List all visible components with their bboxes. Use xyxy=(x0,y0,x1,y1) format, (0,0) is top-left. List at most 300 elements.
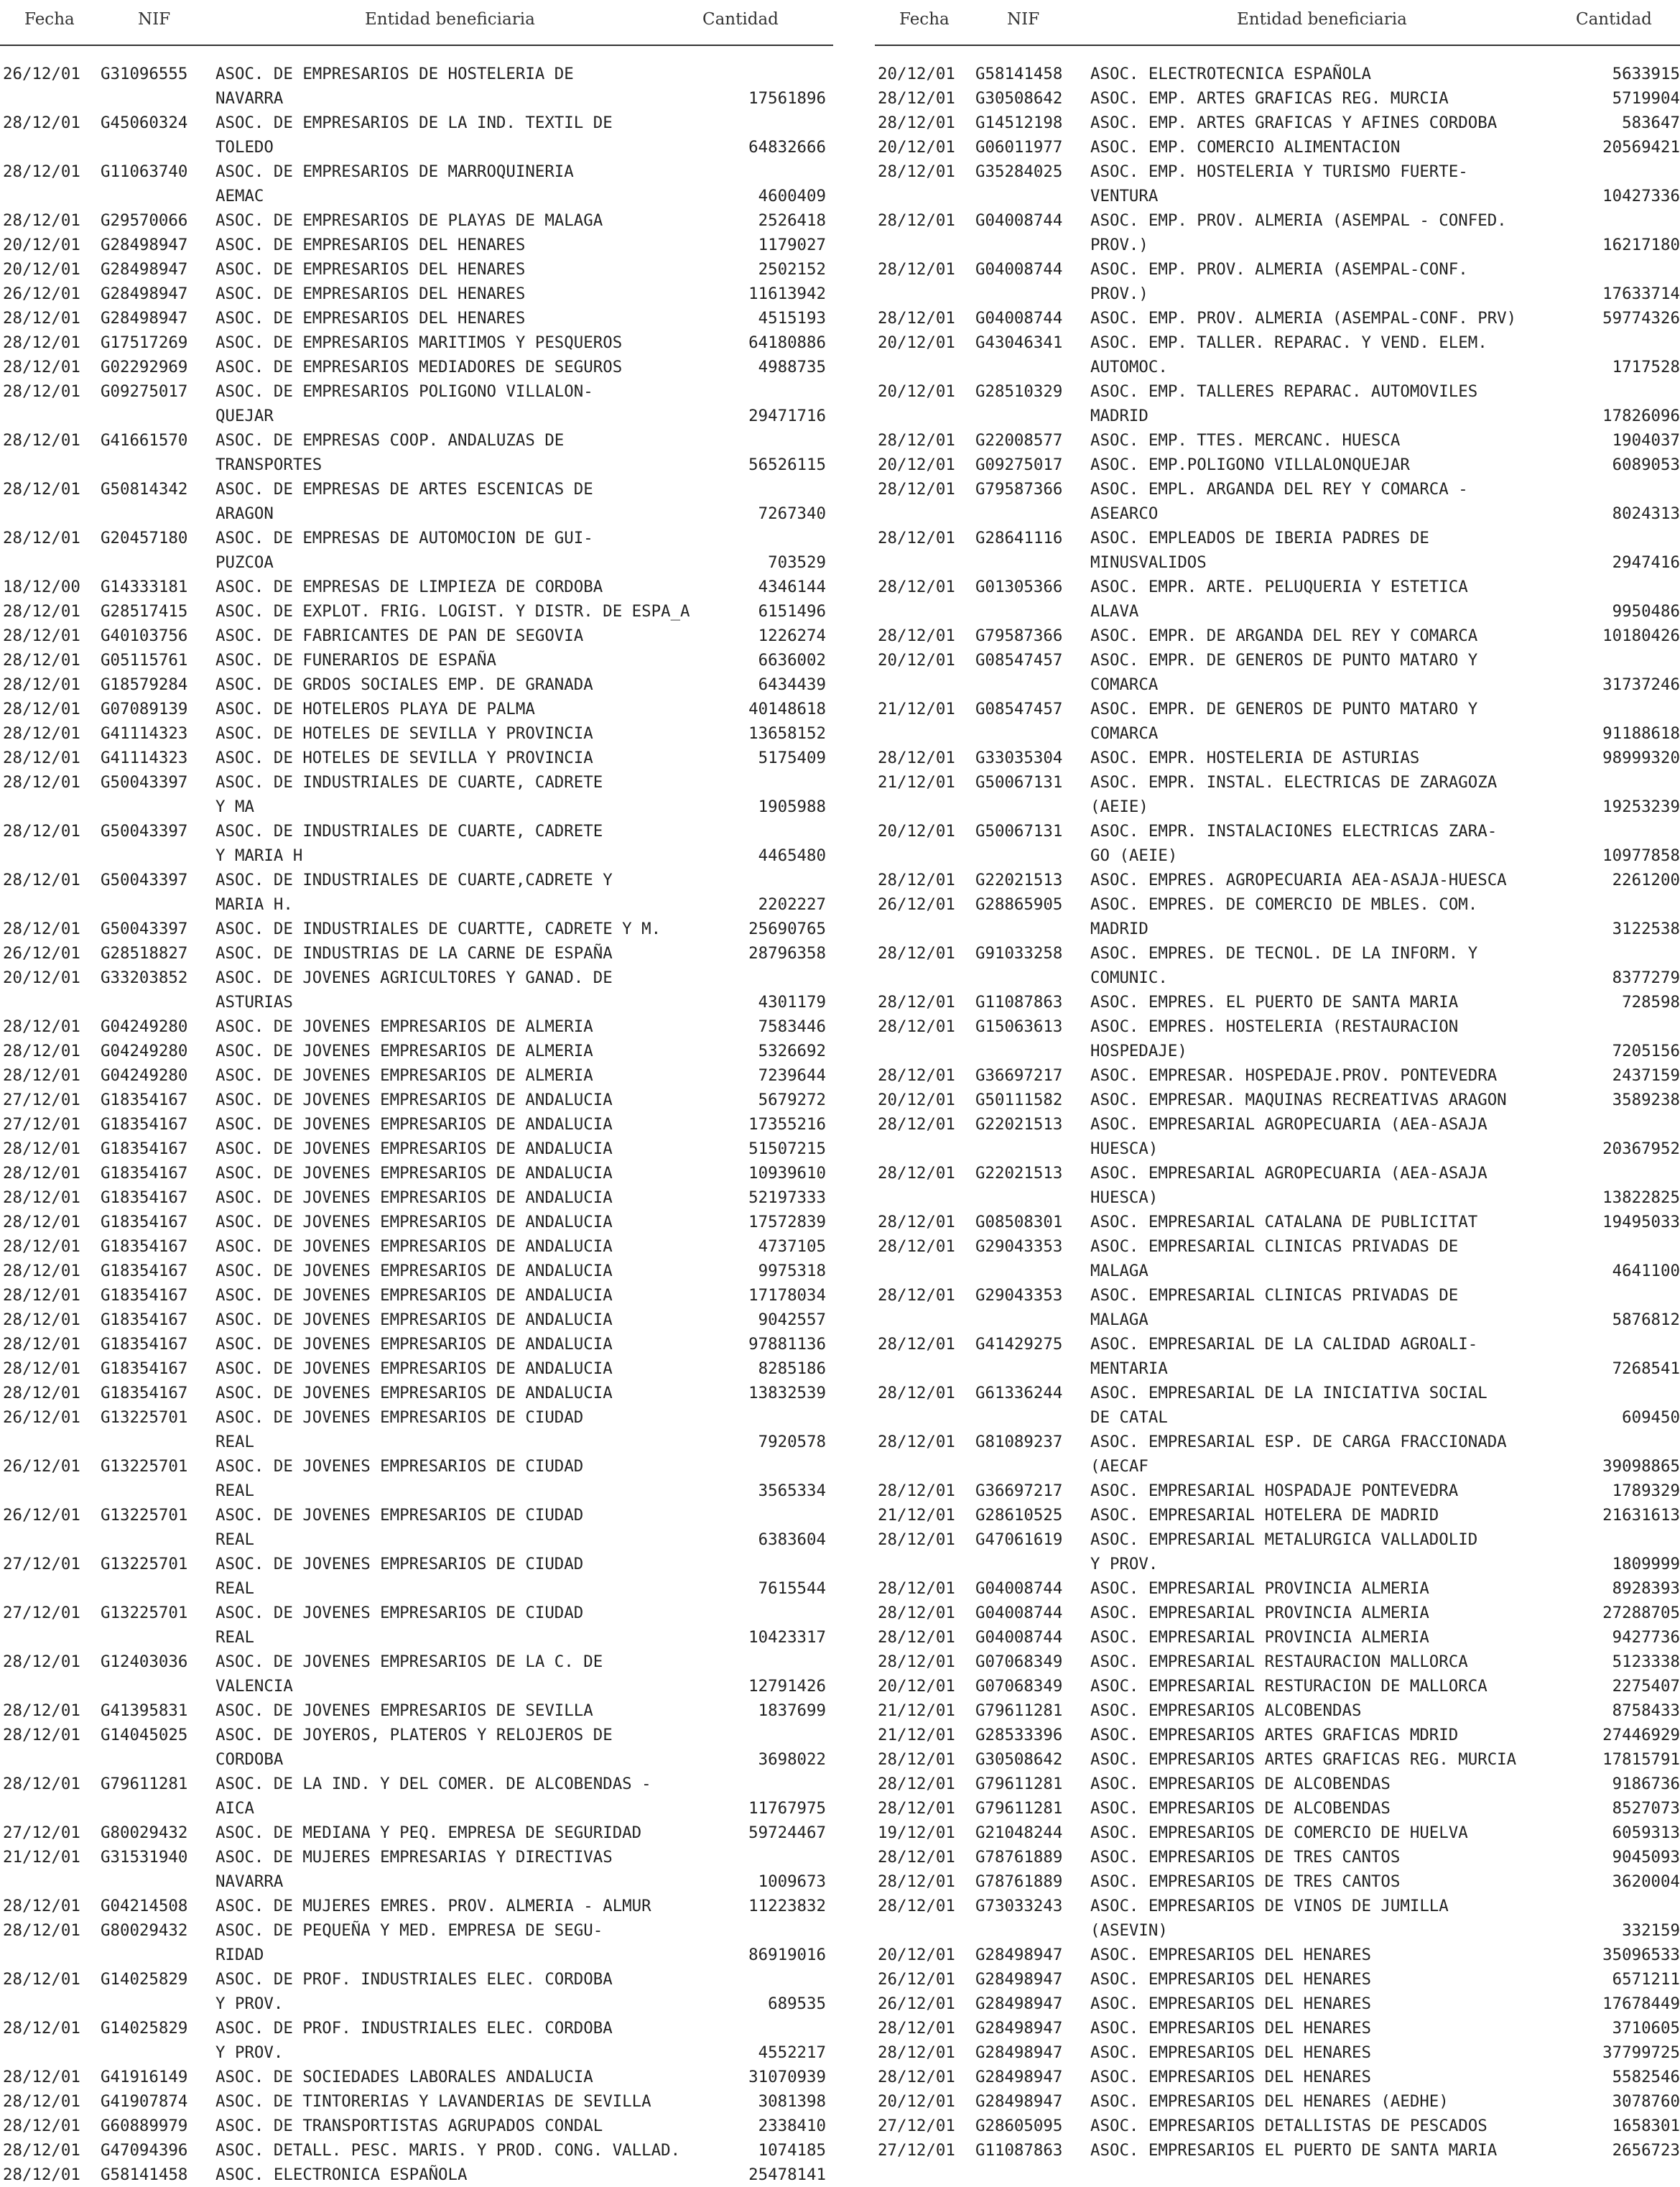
nif-cell: G80029432 xyxy=(101,1823,188,1842)
cantidad-cell: 3589238 xyxy=(1612,1091,1680,1109)
nif-cell: G28498947 xyxy=(101,309,188,328)
entidad-cell: ASOC. EMPRESARIOS DE COMERCIO DE HUELVA xyxy=(1090,1823,1468,1842)
nif-cell: G04008744 xyxy=(975,309,1063,328)
nif-cell: G79587366 xyxy=(975,480,1063,499)
cantidad-cell: 20367952 xyxy=(1602,1139,1680,1158)
cantidad-cell: 17355216 xyxy=(748,1115,826,1134)
fecha-cell: 28/12/01 xyxy=(878,162,955,181)
cantidad-cell: 64832666 xyxy=(748,138,826,157)
table-row xyxy=(0,550,833,575)
nif-cell: G79611281 xyxy=(975,1701,1063,1720)
fecha-cell: 28/12/01 xyxy=(878,1799,955,1818)
nif-cell: G78761889 xyxy=(975,1848,1063,1867)
entidad-cell: ASOC. DE GRDOS SOCIALES EMP. DE GRANADA xyxy=(215,675,593,694)
table-row xyxy=(875,1796,1680,1821)
entidad-cell: QUEJAR xyxy=(215,407,274,425)
entidad-cell: ASOC. DE JOVENES EMPRESARIOS DE CIUDAD xyxy=(215,1555,584,1573)
table-row xyxy=(0,770,833,795)
nif-cell: G11087863 xyxy=(975,2141,1063,2160)
table-row xyxy=(0,1845,833,1869)
cantidad-cell: 609450 xyxy=(1622,1408,1680,1427)
table-row xyxy=(875,1576,1680,1601)
nif-cell: G41429275 xyxy=(975,1335,1063,1354)
table-row xyxy=(0,746,833,770)
nif-cell: G08508301 xyxy=(975,1213,1063,1231)
fecha-cell: 20/12/01 xyxy=(3,968,80,987)
nif-cell: G04008744 xyxy=(975,1579,1063,1598)
table-row xyxy=(875,1332,1680,1356)
entidad-cell: ASOC. EMPRESAR. MAQUINAS RECREATIVAS ARAGON xyxy=(1090,1091,1507,1109)
entidad-cell: MALAGA xyxy=(1090,1262,1148,1280)
entidad-cell: ASOC. DE PROF. INDUSTRIALES ELEC. CORDOBA xyxy=(215,1970,613,1989)
table-row xyxy=(875,135,1680,159)
entidad-cell: ASOC. DE EMPRESARIOS MARITIMOS Y PESQUEROS xyxy=(215,333,623,352)
cantidad-cell: 5175409 xyxy=(758,749,826,767)
cantidad-cell: 4600409 xyxy=(758,187,826,205)
fecha-cell: 28/12/01 xyxy=(878,431,955,450)
table-row xyxy=(0,1063,833,1088)
nif-cell: G29570066 xyxy=(101,211,188,230)
entidad-cell: ASOC. EMPRESARIOS DEL HENARES xyxy=(1090,1946,1371,1964)
fecha-cell: 28/12/01 xyxy=(3,626,80,645)
cantidad-cell: 3122538 xyxy=(1612,920,1680,938)
table-row xyxy=(875,721,1680,746)
table-row xyxy=(875,257,1680,282)
entidad-cell: ASOC. DE EMPRESARIOS DEL HENARES xyxy=(215,236,526,254)
nif-cell: G18354167 xyxy=(101,1213,188,1231)
nif-cell: G09275017 xyxy=(975,456,1063,474)
table-row xyxy=(875,2138,1680,2163)
table-row xyxy=(0,2040,833,2065)
entidad-cell: ASOC. EMPRESARIAL METALURGICA VALLADOLID xyxy=(1090,1530,1478,1549)
cantidad-cell: 1837699 xyxy=(758,1701,826,1720)
cantidad-cell: 2656723 xyxy=(1612,2141,1680,2160)
nif-cell: G29043353 xyxy=(975,1237,1063,1256)
table-row xyxy=(875,184,1680,208)
fecha-cell: 26/12/01 xyxy=(878,1970,955,1989)
cantidad-cell: 19495033 xyxy=(1602,1213,1680,1231)
entidad-cell: ASOC. DE JOVENES EMPRESARIOS DE ALMERIA xyxy=(215,1042,593,1060)
table-row xyxy=(0,2065,833,2089)
cantidad-cell: 52197333 xyxy=(748,1188,826,1207)
table-row xyxy=(875,697,1680,721)
fecha-cell: 28/12/01 xyxy=(878,944,955,963)
table-row xyxy=(0,966,833,990)
fecha-cell: 20/12/01 xyxy=(878,138,955,157)
nif-cell: G41114323 xyxy=(101,749,188,767)
nif-cell: G13225701 xyxy=(101,1408,188,1427)
fecha-cell: 28/12/01 xyxy=(3,1286,80,1305)
table-row xyxy=(0,1576,833,1601)
cantidad-cell: 13658152 xyxy=(748,724,826,743)
fecha-cell: 28/12/01 xyxy=(3,114,80,132)
entidad-cell: HOSPEDAJE) xyxy=(1090,1042,1187,1060)
fecha-cell: 26/12/01 xyxy=(3,1457,80,1476)
table-row xyxy=(875,330,1680,355)
fecha-cell: 28/12/01 xyxy=(878,1628,955,1647)
nif-cell: G73033243 xyxy=(975,1897,1063,1915)
table-row xyxy=(875,1894,1680,1918)
cantidad-cell: 3565334 xyxy=(758,1481,826,1500)
nif-cell: G28498947 xyxy=(101,260,188,279)
fecha-cell: 28/12/01 xyxy=(878,2019,955,2038)
entidad-cell: ASOC. DE PEQUEÑA Y MED. EMPRESA DE SEGU- xyxy=(215,1921,603,1940)
cantidad-cell: 1009673 xyxy=(758,1872,826,1891)
cantidad-cell: 1658301 xyxy=(1612,2117,1680,2135)
table-row xyxy=(0,575,833,599)
entidad-cell: ASOC. DE EMPRESARIOS DEL HENARES xyxy=(215,309,526,328)
cantidad-cell: 1717528 xyxy=(1612,358,1680,376)
entidad-cell: ASOC. DE JOVENES EMPRESARIOS DE ANDALUCIA xyxy=(215,1335,613,1354)
fecha-cell: 28/12/01 xyxy=(3,920,80,938)
fecha-cell: 28/12/01 xyxy=(878,114,955,132)
table-row xyxy=(875,86,1680,111)
cantidad-cell: 8024313 xyxy=(1612,504,1680,523)
nif-cell: G50043397 xyxy=(101,871,188,889)
nif-cell: G11063740 xyxy=(101,162,188,181)
table-row xyxy=(875,1454,1680,1479)
entidad-cell: ASOC. EMPR. DE GENEROS DE PUNTO MATARO Y xyxy=(1090,651,1478,670)
fecha-cell: 28/12/01 xyxy=(878,480,955,499)
cantidad-cell: 17178034 xyxy=(748,1286,826,1305)
fecha-cell: 28/12/01 xyxy=(3,529,80,547)
table-row xyxy=(875,1112,1680,1137)
fecha-cell: 20/12/01 xyxy=(3,260,80,279)
table-row xyxy=(875,1185,1680,1210)
table-row xyxy=(875,1918,1680,1943)
fecha-cell: 28/12/01 xyxy=(878,260,955,279)
entidad-cell: ASOC. DE HOTELES DE SEVILLA Y PROVINCIA xyxy=(215,749,593,767)
fecha-cell: 27/12/01 xyxy=(3,1604,80,1622)
entidad-cell: ASOC. EMPRESARIOS DEL HENARES xyxy=(1090,1970,1371,1989)
cantidad-cell: 31070939 xyxy=(748,2068,826,2086)
cantidad-cell: 27288705 xyxy=(1602,1604,1680,1622)
entidad-cell: ASOC. EMPRESARIAL AGROPECUARIA (AEA-ASAJA xyxy=(1090,1115,1488,1134)
table-row xyxy=(875,404,1680,428)
nif-cell: G18354167 xyxy=(101,1262,188,1280)
table-row xyxy=(875,1723,1680,1747)
nif-cell: G21048244 xyxy=(975,1823,1063,1842)
entidad-cell: ASOC. DE JOVENES EMPRESARIOS DE ANDALUCIA xyxy=(215,1139,613,1158)
cantidad-cell: 5679272 xyxy=(758,1091,826,1109)
table-row xyxy=(0,1674,833,1698)
table-row xyxy=(0,1747,833,1772)
nif-cell: G50043397 xyxy=(101,920,188,938)
nif-cell: G04008744 xyxy=(975,1628,1063,1647)
nif-cell: G28498947 xyxy=(975,2068,1063,2086)
entidad-cell: ASOC. EMPRES. DE TECNOL. DE LA INFORM. Y xyxy=(1090,944,1478,963)
table-row xyxy=(0,1723,833,1747)
table-row xyxy=(0,1601,833,1625)
fecha-cell: 28/12/01 xyxy=(3,1310,80,1329)
cantidad-cell: 39098865 xyxy=(1602,1457,1680,1476)
fecha-cell: 28/12/01 xyxy=(878,1897,955,1915)
cantidad-cell: 1789329 xyxy=(1612,1481,1680,1500)
table-row xyxy=(0,257,833,282)
fecha-cell: 26/12/01 xyxy=(3,1506,80,1525)
table-row xyxy=(875,1821,1680,1845)
cantidad-cell: 8285186 xyxy=(758,1359,826,1378)
fecha-cell: 27/12/01 xyxy=(3,1823,80,1842)
nif-cell: G28605095 xyxy=(975,2117,1063,2135)
table-row xyxy=(875,1234,1680,1259)
header-entidad: Entidad beneficiaria xyxy=(1237,10,1407,29)
entidad-cell: ASOC. EMPR. DE GENEROS DE PUNTO MATARO Y xyxy=(1090,700,1478,718)
entidad-cell: ASOC. DE JOVENES EMPRESARIOS DE ANDALUCIA xyxy=(215,1091,613,1109)
nif-cell: G18354167 xyxy=(101,1139,188,1158)
fecha-cell: 28/12/01 xyxy=(3,431,80,450)
cantidad-cell: 51507215 xyxy=(748,1139,826,1158)
table-row xyxy=(875,1674,1680,1698)
table-row xyxy=(875,159,1680,184)
fecha-cell: 19/12/01 xyxy=(878,1823,955,1842)
entidad-cell: ASOC. EMPR. INSTALACIONES ELECTRICAS ZARA- xyxy=(1090,822,1498,841)
table-row xyxy=(875,990,1680,1014)
nif-cell: G18354167 xyxy=(101,1384,188,1402)
entidad-cell: ASOC. EMPRESARIAL CATALANA DE PUBLICITAT xyxy=(1090,1213,1478,1231)
table-row xyxy=(875,1992,1680,2016)
table-row xyxy=(875,2016,1680,2040)
nif-cell: G33203852 xyxy=(101,968,188,987)
header-cantidad: Cantidad xyxy=(1576,10,1652,29)
fecha-cell: 28/12/01 xyxy=(878,1872,955,1891)
entidad-cell: REAL xyxy=(215,1530,254,1549)
nif-cell: G22008577 xyxy=(975,431,1063,450)
entidad-cell: ASOC. EMPRESARIAL CLINICAS PRIVADAS DE xyxy=(1090,1237,1459,1256)
nif-cell: G14025829 xyxy=(101,1970,188,1989)
table-row xyxy=(0,843,833,868)
fecha-cell: 28/12/01 xyxy=(3,1726,80,1744)
table-row xyxy=(875,917,1680,941)
cantidad-cell: 3078760 xyxy=(1612,2092,1680,2111)
cantidad-cell: 27446929 xyxy=(1602,1726,1680,1744)
nif-cell: G18354167 xyxy=(101,1286,188,1305)
entidad-cell: ASOC. DE FABRICANTES DE PAN DE SEGOVIA xyxy=(215,626,584,645)
entidad-cell: ASOC. DE JOVENES EMPRESARIOS DE ANDALUCIA xyxy=(215,1115,613,1134)
header-fecha: Fecha xyxy=(24,10,75,29)
entidad-cell: ASOC. EMPRESARIAL DE LA INICIATIVA SOCIAL xyxy=(1090,1384,1488,1402)
entidad-cell: ASOC. EMPRESARIAL RESTAURACION MALLORCA xyxy=(1090,1652,1468,1671)
nif-cell: G08547457 xyxy=(975,700,1063,718)
table-row xyxy=(875,2089,1680,2114)
cantidad-cell: 4737105 xyxy=(758,1237,826,1256)
table-row xyxy=(0,868,833,892)
cantidad-cell: 583647 xyxy=(1622,114,1680,132)
cantidad-cell: 17815791 xyxy=(1602,1750,1680,1769)
table-row xyxy=(875,1161,1680,1185)
nif-cell: G18354167 xyxy=(101,1310,188,1329)
cantidad-cell: 2275407 xyxy=(1612,1677,1680,1696)
entidad-cell: ASOC. EMP. TALLERES REPARAC. AUTOMOVILES xyxy=(1090,382,1478,401)
entidad-cell: ASOC. EMPRES. EL PUERTO DE SANTA MARIA xyxy=(1090,993,1459,1012)
entidad-cell: ASOC. EMP. PROV. ALMERIA (ASEMPAL-CONF. PRV) xyxy=(1090,309,1517,328)
fecha-cell: 28/12/01 xyxy=(878,309,955,328)
cantidad-cell: 59724467 xyxy=(748,1823,826,1842)
table-row xyxy=(875,1747,1680,1772)
cantidad-cell: 11223832 xyxy=(748,1897,826,1915)
nif-cell: G79611281 xyxy=(101,1775,188,1793)
table-row xyxy=(875,526,1680,550)
fecha-cell: 26/12/01 xyxy=(3,1408,80,1427)
cantidad-cell: 31737246 xyxy=(1602,675,1680,694)
entidad-cell: REAL xyxy=(215,1579,254,1598)
fecha-cell: 28/12/01 xyxy=(3,1017,80,1036)
cantidad-cell: 10977858 xyxy=(1602,846,1680,865)
nif-cell: G28498947 xyxy=(975,2019,1063,2038)
entidad-cell: AEMAC xyxy=(215,187,264,205)
nif-cell: G18354167 xyxy=(101,1164,188,1183)
cantidad-cell: 5123338 xyxy=(1612,1652,1680,1671)
table-row xyxy=(0,1283,833,1308)
entidad-cell: ASOC. DE JOVENES EMPRESARIOS DE ANDALUCIA xyxy=(215,1262,613,1280)
cantidad-cell: 8758433 xyxy=(1612,1701,1680,1720)
cantidad-cell: 40148618 xyxy=(748,700,826,718)
table-row xyxy=(875,868,1680,892)
nif-cell: G02292969 xyxy=(101,358,188,376)
entidad-cell: ASOC. EMPRESARIAL HOSPADAJE PONTEVEDRA xyxy=(1090,1481,1459,1500)
table-row xyxy=(0,1943,833,1967)
nif-cell: G20457180 xyxy=(101,529,188,547)
table-row xyxy=(875,1063,1680,1088)
cantidad-cell: 5719904 xyxy=(1612,89,1680,108)
entidad-cell: ASOC. EMP. ARTES GRAFICAS REG. MURCIA xyxy=(1090,89,1449,108)
table-row xyxy=(0,1992,833,2016)
fecha-cell: 20/12/01 xyxy=(878,1091,955,1109)
cantidad-cell: 6151496 xyxy=(758,602,826,621)
cantidad-cell: 689535 xyxy=(768,1994,826,2013)
entidad-cell: ASOC. ELECTROTECNICA ESPAÑOLA xyxy=(1090,65,1371,83)
cantidad-cell: 37799725 xyxy=(1602,2043,1680,2062)
table-row xyxy=(875,1259,1680,1283)
nif-cell: G41661570 xyxy=(101,431,188,450)
entidad-cell: ASOC. DE INDUSTRIALES DE CUARTE,CADRETE Y xyxy=(215,871,613,889)
entidad-cell: ASOC. DE TINTORERIAS Y LAVANDERIAS DE SEVILLA xyxy=(215,2092,651,2111)
fecha-cell: 28/12/01 xyxy=(3,2165,80,2184)
table-row xyxy=(875,1698,1680,1723)
entidad-cell: COMARCA xyxy=(1090,675,1159,694)
entidad-cell: ASOC. DE MEDIANA Y PEQ. EMPRESA DE SEGURIDAD xyxy=(215,1823,642,1842)
entidad-cell: MADRID xyxy=(1090,920,1148,938)
table-body xyxy=(875,46,1680,2163)
fecha-cell: 28/12/01 xyxy=(3,211,80,230)
cantidad-cell: 10939610 xyxy=(748,1164,826,1183)
fecha-cell: 28/12/01 xyxy=(878,1237,955,1256)
entidad-cell: ASOC. DE JOVENES EMPRESARIOS DE CIUDAD xyxy=(215,1604,584,1622)
fecha-cell: 28/12/01 xyxy=(3,162,80,181)
cantidad-cell: 7268541 xyxy=(1612,1359,1680,1378)
nif-cell: G13225701 xyxy=(101,1457,188,1476)
table-row xyxy=(875,453,1680,477)
fecha-cell: 27/12/01 xyxy=(3,1091,80,1109)
cantidad-cell: 6571211 xyxy=(1612,1970,1680,1989)
fecha-cell: 28/12/01 xyxy=(3,2092,80,2111)
cantidad-cell: 8527073 xyxy=(1612,1799,1680,1818)
table-row xyxy=(0,1430,833,1454)
nif-cell: G43046341 xyxy=(975,333,1063,352)
table-row xyxy=(0,1381,833,1405)
entidad-cell: GO (AEIE) xyxy=(1090,846,1178,865)
cantidad-cell: 17561896 xyxy=(748,89,826,108)
fecha-cell: 28/12/01 xyxy=(878,89,955,108)
header-fecha: Fecha xyxy=(899,10,950,29)
cantidad-cell: 6434439 xyxy=(758,675,826,694)
fecha-cell: 28/12/01 xyxy=(878,626,955,645)
cantidad-cell: 2261200 xyxy=(1612,871,1680,889)
cantidad-cell: 4465480 xyxy=(758,846,826,865)
cantidad-cell: 7205156 xyxy=(1612,1042,1680,1060)
cantidad-cell: 5876812 xyxy=(1612,1310,1680,1329)
table-row xyxy=(875,477,1680,501)
table-row xyxy=(0,1772,833,1796)
nif-cell: G11087863 xyxy=(975,993,1063,1012)
nif-cell: G18354167 xyxy=(101,1115,188,1134)
entidad-cell: ASOC. DE JOVENES EMPRESARIOS DE ANDALUCIA xyxy=(215,1310,613,1329)
entidad-cell: ASOC. EMPRESARIAL ESP. DE CARGA FRACCIONADA xyxy=(1090,1433,1507,1451)
nif-cell: G09275017 xyxy=(101,382,188,401)
nif-cell: G13225701 xyxy=(101,1604,188,1622)
cantidad-cell: 20569421 xyxy=(1602,138,1680,157)
table-row xyxy=(875,795,1680,819)
fecha-cell: 28/12/01 xyxy=(3,602,80,621)
nif-cell: G18579284 xyxy=(101,675,188,694)
nif-cell: G79611281 xyxy=(975,1775,1063,1793)
table-row xyxy=(875,550,1680,575)
entidad-cell: ASOC. EMPRESARIOS DE TRES CANTOS xyxy=(1090,1848,1401,1867)
table-row xyxy=(0,1185,833,1210)
fecha-cell: 28/12/01 xyxy=(3,1164,80,1183)
cantidad-cell: 64180886 xyxy=(748,333,826,352)
table-row xyxy=(0,1161,833,1185)
cantidad-cell: 19253239 xyxy=(1602,797,1680,816)
entidad-cell: ASOC. DE EMPRESARIOS DEL HENARES xyxy=(215,260,526,279)
fecha-cell: 28/12/01 xyxy=(3,700,80,718)
fecha-cell: 28/12/01 xyxy=(878,1750,955,1769)
table-row xyxy=(0,624,833,648)
table-row xyxy=(875,1943,1680,1967)
cantidad-cell: 1905988 xyxy=(758,797,826,816)
table-row xyxy=(875,2065,1680,2089)
table-row xyxy=(875,892,1680,917)
nif-cell: G50043397 xyxy=(101,822,188,841)
nif-cell: G15063613 xyxy=(975,1017,1063,1036)
cantidad-cell: 4641100 xyxy=(1612,1262,1680,1280)
entidad-cell: Y MA xyxy=(215,797,254,816)
table-row xyxy=(0,477,833,501)
entidad-cell: ASOC. DE EXPLOT. FRIG. LOGIST. Y DISTR. DE ESPA_A xyxy=(215,602,690,621)
table-row xyxy=(0,208,833,233)
cantidad-cell: 1226274 xyxy=(758,626,826,645)
table-row xyxy=(0,795,833,819)
cantidad-cell: 9950486 xyxy=(1612,602,1680,621)
nif-cell: G22021513 xyxy=(975,1115,1063,1134)
entidad-cell: ASOC. DE MUJERES EMRES. PROV. ALMERIA - ALMUR xyxy=(215,1897,651,1915)
table-row xyxy=(0,721,833,746)
entidad-cell: ASOC. EMPRESARIOS DEL HENARES xyxy=(1090,2068,1371,2086)
entidad-cell: ASOC. DE INDUSTRIALES DE CUARTTE, CADRETE Y M. xyxy=(215,920,662,938)
nif-cell: G07089139 xyxy=(101,700,188,718)
cantidad-cell: 6383604 xyxy=(758,1530,826,1549)
table-row xyxy=(0,1698,833,1723)
cantidad-cell: 11767975 xyxy=(748,1799,826,1818)
table-row xyxy=(875,1503,1680,1527)
cantidad-cell: 2202227 xyxy=(758,895,826,914)
table-row xyxy=(0,1625,833,1650)
entidad-cell: ASOC. EMPRESARIOS ARTES GRAFICAS REG. MURCIA xyxy=(1090,1750,1517,1769)
entidad-cell: MARIA H. xyxy=(215,895,293,914)
entidad-cell: TRANSPORTES xyxy=(215,456,322,474)
nif-cell: G47094396 xyxy=(101,2141,188,2160)
entidad-cell: AUTOMOC. xyxy=(1090,358,1168,376)
